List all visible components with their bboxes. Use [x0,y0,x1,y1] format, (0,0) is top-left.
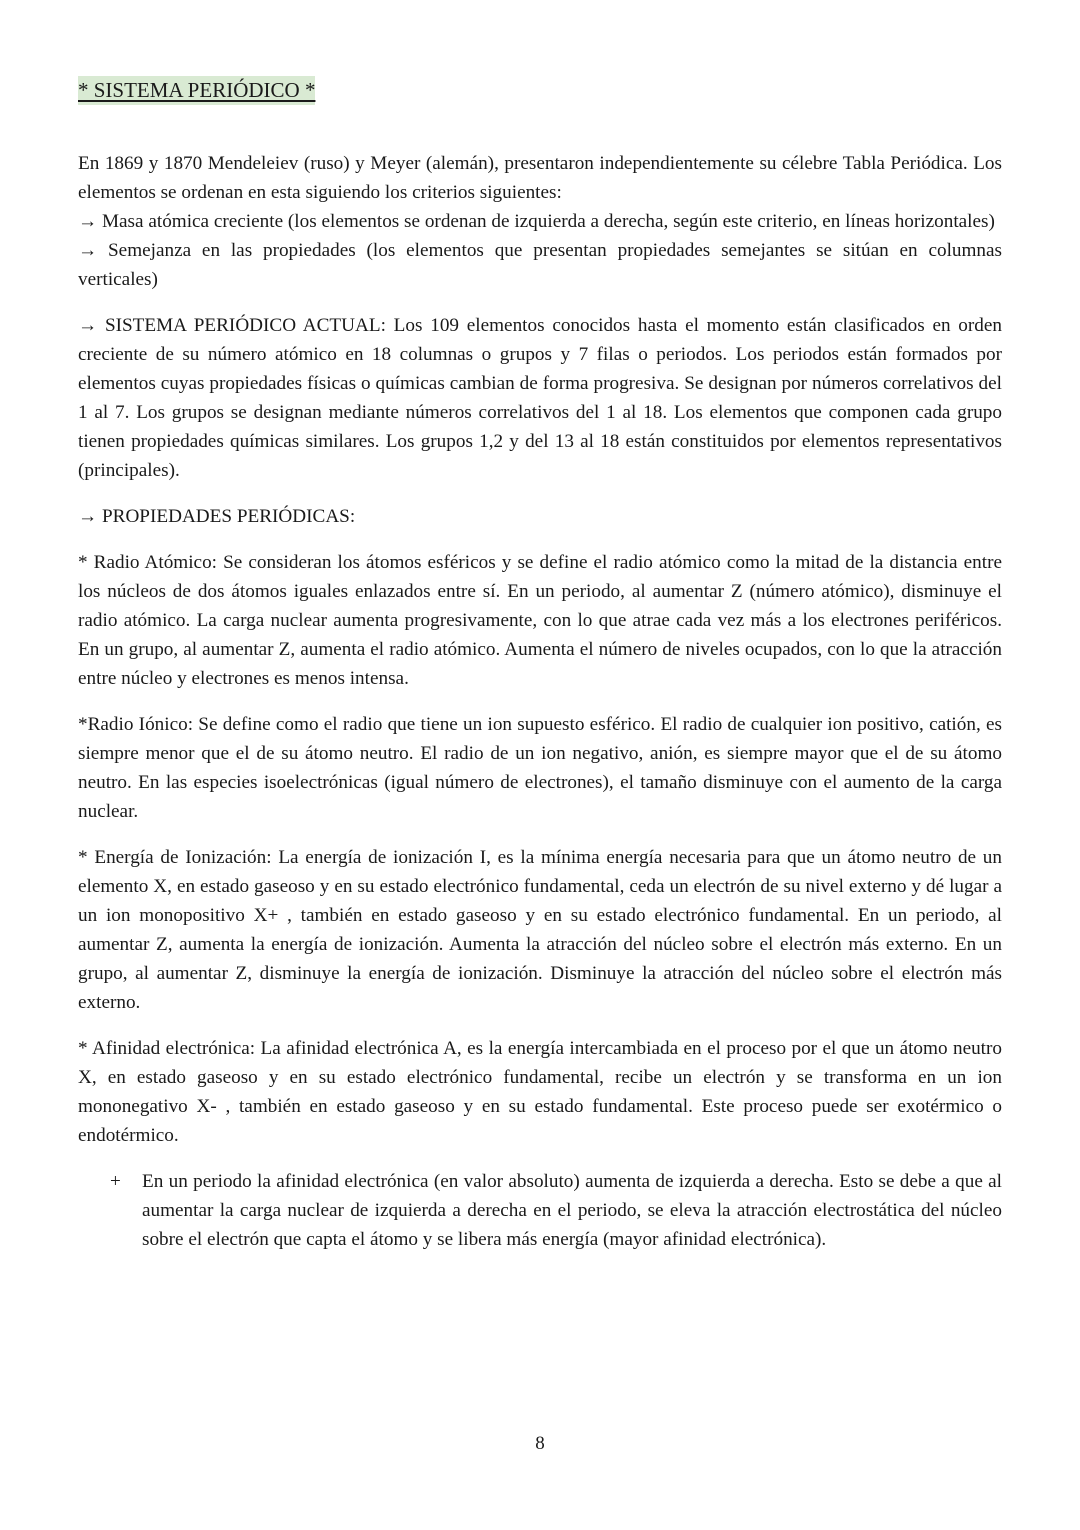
document-page [78,76,1002,1271]
radio-ionico-paragraph: *Radio Iónico: Se define como el radio que tiene un ion supuesto esférico. El radio de cualquier ion positivo, catión, es siempre menor que el de su átomo neutro. El radio de un ion negativo, anión, es siempre mayor que el de su átomo neutro. En las especies isoelectrónicas (igual número de electrones), el tamaño disminuye con el aumento de la carga nuclear. [78,714,1002,822]
actual-paragraph: → SISTEMA PERIÓDICO ACTUAL: Los 109 elementos conocidos hasta el momento están clasificados en orden creciente de su número atómico en 18 columnas o grupos y 7 filas o periodos. Los periodos están formados por elementos cuyas propiedades físicas o químicas cambian de forma progresiva. Se designan por números correlativos del 1 al 7. Los grupos se designan mediante números correlativos del 1 al 18. Los elementos que componen cada grupo tienen propiedades químicas similares. Los grupos 1,2 y del 13 al 18 están constituidos por elementos representativos (principales). [78,315,1002,481]
afinidad-paragraph: * Afinidad electrónica: La afinidad electrónica A, es la energía intercambiada en el proceso por el que un átomo neutro X, en estado gaseoso y en su estado electrónico fundamental, recibe un electrón y se transforma en un ion mononegativo X- , también en estado gaseoso y en su estado fundamental. Este proceso puede ser exotérmico o endotérmico. [78,1038,1002,1146]
bullet-text: En un periodo la afinidad electrónica (en valor absoluto) aumenta de izquierda a derecha. Esto se debe a que al aumentar la carga nuclear de izquierda a derecha en el periodo, se eleva la atracción electrostática del núcleo sobre el electrón que capta el átomo y se libera más energía (mayor afinidad electrónica). [142,1171,1002,1250]
energia-ionizacion-paragraph: * Energía de Ionización: La energía de ionización I, es la mínima energía necesaria para que un átomo neutro de un elemento X, en estado gaseoso y en su estado electrónico fundamental, ceda un electrón de su nivel externo y dé lugar a un ion monopositivo X+ , también en estado gaseoso y en su estado electrónico fundamental. En un periodo, al aumentar Z, aumenta la energía de ionización. Aumenta la atracción del núcleo sobre el electrón más externo. En un grupo, al aumentar Z, disminuye la energía de ionización. Disminuye la atracción del núcleo sobre el electrón más externo. [78,847,1002,1013]
page-title: * SISTEMA PERIÓDICO * [78,76,315,105]
intro-paragraph [78,149,1002,294]
propiedades-heading: → PROPIEDADES PERIÓDICAS: [78,506,356,527]
criterion-1: → Masa atómica creciente (los elementos se ordenan de izquierda a derecha, según este criterio, en líneas horizontales) [78,211,995,232]
criterion-2: → Semejanza en las propiedades (los elementos que presentan propiedades semejantes se sitúan en columnas verticales) [78,240,1002,290]
radio-atomico-paragraph: * Radio Atómico: Se consideran los átomos esféricos y se define el radio atómico como la mitad de la distancia entre los núcleos de dos átomos iguales enlazados entre sí. En un periodo, al aumentar Z (número atómico), disminuye el radio atómico. La carga nuclear aumenta progresivamente, con lo que atrae cada vez más a los electrones periféricos. En un grupo, al aumentar Z, aumenta el radio atómico. Aumenta el número de niveles ocupados, con lo que la atracción entre núcleo y electrones es menos intensa. [78,552,1002,689]
plus-bullet-icon: + [110,1171,121,1192]
page-number: 8 [535,1433,545,1454]
bullet-item [78,1167,1002,1254]
intro-text: En 1869 y 1870 Mendeleiev (ruso) y Meyer (alemán), presentaron independientemente su célebre Tabla Periódica. Los elementos se ordenan en esta siguiendo los criterios siguientes: [78,153,1002,203]
